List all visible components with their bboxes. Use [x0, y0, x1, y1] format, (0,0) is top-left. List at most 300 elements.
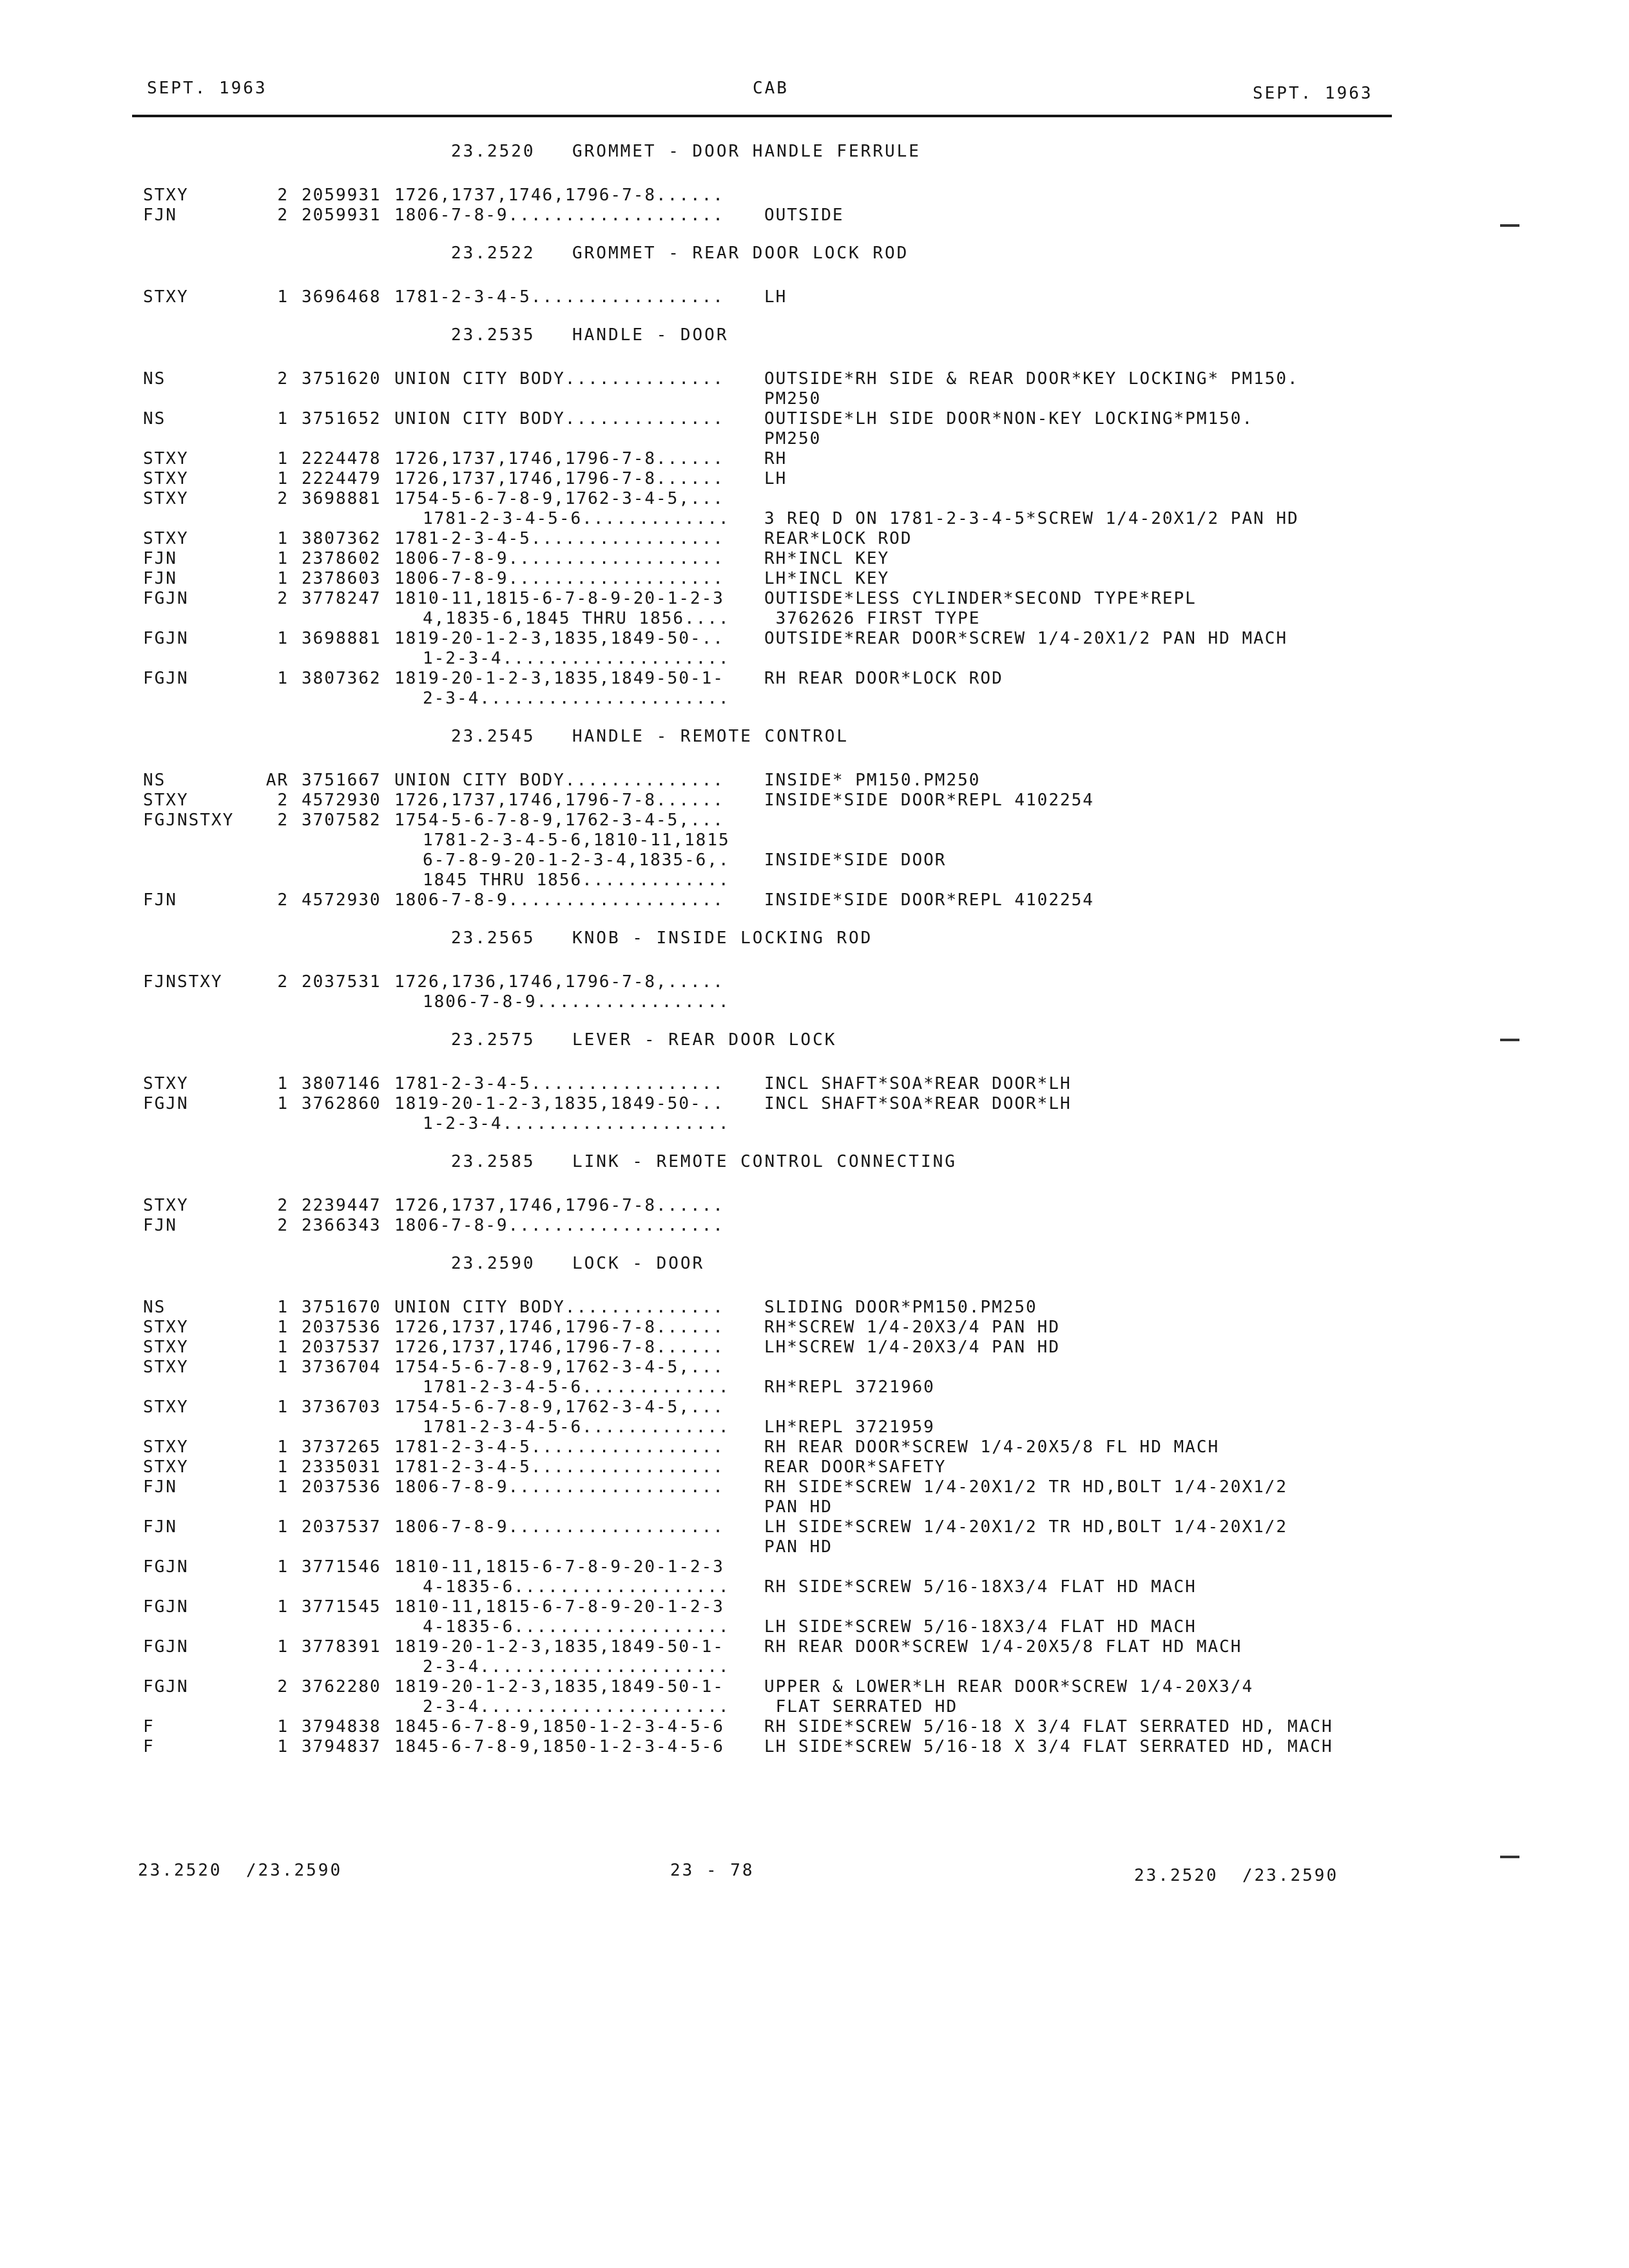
- description: RH REAR DOOR*LOCK ROD: [764, 669, 1003, 688]
- part-number: 3771545: [302, 1597, 381, 1617]
- quantity: 1: [277, 1398, 289, 1417]
- quantity: 2: [277, 489, 289, 508]
- part-number: 3778247: [302, 589, 381, 608]
- quantity: 1: [277, 449, 289, 468]
- part-row: [0, 549, 1629, 569]
- section-number: 23.2590: [451, 1254, 535, 1273]
- section-heading: [0, 242, 1629, 287]
- application: 1726,1737,1746,1796-7-8......: [394, 449, 724, 468]
- part-number: 3794838: [302, 1717, 381, 1736]
- quantity: AR: [265, 771, 289, 790]
- section: [0, 1253, 1629, 1774]
- description: RH SIDE*SCREW 5/16-18 X 3/4 FLAT SERRATED HD, MACH: [764, 1717, 1333, 1736]
- part-row-continuation: [0, 609, 1629, 629]
- part-row: [0, 529, 1629, 549]
- part-number: 2366343: [302, 1216, 381, 1235]
- description: RH*SCREW 1/4-20X3/4 PAN HD: [764, 1318, 1060, 1337]
- description: INCL SHAFT*SOA*REAR DOOR*LH: [764, 1074, 1072, 1093]
- application: 1845 THRU 1856.............: [423, 870, 730, 890]
- application: 1781-2-3-4-5.................: [394, 529, 724, 548]
- application: 1806-7-8-9...................: [394, 206, 724, 225]
- part-row: [0, 569, 1629, 589]
- description: LH: [764, 287, 787, 307]
- model-code: FGJN: [143, 1677, 189, 1696]
- quantity: 1: [277, 409, 289, 428]
- application: 1781-2-3-4-5-6.............: [423, 1378, 730, 1397]
- quantity: 2: [277, 369, 289, 389]
- quantity: 1: [277, 629, 289, 648]
- part-row: [0, 1477, 1629, 1497]
- part-row: [0, 1074, 1629, 1094]
- model-code: STXY: [143, 449, 189, 468]
- application: 1726,1737,1746,1796-7-8......: [394, 1318, 724, 1337]
- application: 1726,1737,1746,1796-7-8......: [394, 791, 724, 810]
- section-title: GROMMET - DOOR HANDLE FERRULE: [572, 142, 921, 161]
- application: 1845-6-7-8-9,1850-1-2-3-4-5-6: [394, 1737, 724, 1756]
- model-code: STXY: [143, 186, 189, 205]
- section-title: KNOB - INSIDE LOCKING ROD: [572, 928, 873, 948]
- quantity: 1: [277, 1517, 289, 1537]
- application: 1781-2-3-4-5.................: [394, 1437, 724, 1457]
- part-number: 3736704: [302, 1358, 381, 1377]
- margin-mark: [1500, 1856, 1519, 1858]
- section-number: 23.2535: [451, 325, 535, 345]
- part-number: 3707582: [302, 811, 381, 830]
- application: 1781-2-3-4-5.................: [394, 1457, 724, 1477]
- part-row: [0, 791, 1629, 811]
- part-number: 3737265: [302, 1437, 381, 1457]
- part-row-continuation: [0, 649, 1629, 669]
- model-code: FJNSTXY: [143, 972, 223, 992]
- part-row: [0, 1298, 1629, 1318]
- description: UPPER & LOWER*LH REAR DOOR*SCREW 1/4-20X3/4: [764, 1677, 1254, 1696]
- description: OUTSIDE*REAR DOOR*SCREW 1/4-20X1/2 PAN HD MACH: [764, 629, 1288, 648]
- section-heading: [0, 140, 1629, 186]
- description: LH SIDE*SCREW 5/16-18 X 3/4 FLAT SERRATED HD, MACH: [764, 1737, 1333, 1756]
- part-number: 3751620: [302, 369, 381, 389]
- model-code: FJN: [143, 1517, 177, 1537]
- application: 1781-2-3-4-5-6.............: [423, 1418, 730, 1437]
- part-row-continuation: [0, 1657, 1629, 1677]
- application: UNION CITY BODY..............: [394, 771, 724, 790]
- model-code: FGJN: [143, 629, 189, 648]
- quantity: 1: [277, 1737, 289, 1756]
- section-number: 23.2522: [451, 244, 535, 263]
- part-row: [0, 449, 1629, 469]
- quantity: 2: [277, 811, 289, 830]
- description: RH*INCL KEY: [764, 549, 890, 568]
- quantity: 1: [277, 1717, 289, 1736]
- application: 4-1835-6...................: [423, 1617, 730, 1637]
- application: 1781-2-3-4-5.................: [394, 1074, 724, 1093]
- part-row: [0, 771, 1629, 791]
- section-number: 23.2585: [451, 1152, 535, 1171]
- part-number: 3762280: [302, 1677, 381, 1696]
- section-title: HANDLE - DOOR: [572, 325, 729, 345]
- section-spacer: [0, 1012, 1629, 1029]
- model-code: FGJN: [143, 1094, 189, 1113]
- part-row: [0, 811, 1629, 831]
- part-row-continuation: [0, 1114, 1629, 1134]
- description: INSIDE*SIDE DOOR*REPL 4102254: [764, 890, 1094, 910]
- part-row-continuation: [0, 1617, 1629, 1637]
- description: PAN HD: [764, 1497, 833, 1517]
- part-row: [0, 1677, 1629, 1697]
- part-number: 3698881: [302, 489, 381, 508]
- application: 6-7-8-9-20-1-2-3-4,1835-6,.: [423, 850, 730, 870]
- part-number: 3762860: [302, 1094, 381, 1113]
- description: SLIDING DOOR*PM150.PM250: [764, 1298, 1037, 1317]
- quantity: 2: [277, 589, 289, 608]
- part-row: [0, 890, 1629, 910]
- model-code: FJN: [143, 1216, 177, 1235]
- description: 3762626 FIRST TYPE: [764, 609, 981, 628]
- quantity: 1: [277, 1457, 289, 1477]
- application: 1726,1737,1746,1796-7-8......: [394, 1338, 724, 1357]
- section-heading: [0, 1253, 1629, 1298]
- model-code: FJN: [143, 890, 177, 910]
- quantity: 1: [277, 569, 289, 588]
- description: OUTSIDE*RH SIDE & REAR DOOR*KEY LOCKING* PM150.: [764, 369, 1299, 389]
- application: 4-1835-6...................: [423, 1577, 730, 1597]
- part-row-continuation: [0, 509, 1629, 529]
- description: RH REAR DOOR*SCREW 1/4-20X5/8 FL HD MACH: [764, 1437, 1220, 1457]
- application: 1781-2-3-4-5-6.............: [423, 509, 730, 528]
- application: 1754-5-6-7-8-9,1762-3-4-5,...: [394, 1398, 724, 1417]
- part-row: [0, 1517, 1629, 1537]
- description: REAR DOOR*SAFETY: [764, 1457, 947, 1477]
- part-number: 3751652: [302, 409, 381, 428]
- model-code: F: [143, 1737, 155, 1756]
- quantity: 1: [277, 1318, 289, 1337]
- description: INSIDE* PM150.PM250: [764, 771, 981, 790]
- part-row-continuation: [0, 389, 1629, 409]
- section: [0, 140, 1629, 242]
- application: 1726,1737,1746,1796-7-8......: [394, 1196, 724, 1215]
- part-row-continuation: [0, 831, 1629, 850]
- part-row-continuation: [0, 689, 1629, 709]
- section-spacer: [0, 1134, 1629, 1151]
- model-code: STXY: [143, 791, 189, 810]
- model-code: FGJN: [143, 1597, 189, 1617]
- description: PM250: [764, 389, 822, 408]
- quantity: 1: [277, 1358, 289, 1377]
- part-row: [0, 1398, 1629, 1418]
- part-number: 3698881: [302, 629, 381, 648]
- part-row: [0, 369, 1629, 389]
- footer-range-left: 23.2520 /23.2590: [138, 1861, 343, 1880]
- model-code: STXY: [143, 1318, 189, 1337]
- description: REAR*LOCK ROD: [764, 529, 912, 548]
- part-number: 2335031: [302, 1457, 381, 1477]
- application: 1806-7-8-9.................: [423, 992, 730, 1012]
- application: 1-2-3-4....................: [423, 1114, 730, 1133]
- model-code: NS: [143, 409, 166, 428]
- quantity: 2: [277, 972, 289, 992]
- part-row-continuation: [0, 870, 1629, 890]
- part-number: 3778391: [302, 1637, 381, 1657]
- part-row: [0, 1597, 1629, 1617]
- section-title: LOCK - DOOR: [572, 1254, 705, 1273]
- application: 1754-5-6-7-8-9,1762-3-4-5,...: [394, 489, 724, 508]
- part-row-continuation: [0, 1697, 1629, 1717]
- model-code: FGJN: [143, 1637, 189, 1657]
- quantity: 2: [277, 206, 289, 225]
- model-code: STXY: [143, 1338, 189, 1357]
- model-code: STXY: [143, 1358, 189, 1377]
- header-date-right: SEPT. 1963: [1253, 84, 1373, 103]
- quantity: 1: [277, 469, 289, 488]
- part-row: [0, 1094, 1629, 1114]
- application: 1810-11,1815-6-7-8-9-20-1-2-3: [394, 589, 724, 608]
- quantity: 2: [277, 186, 289, 205]
- quantity: 2: [277, 1677, 289, 1696]
- quantity: 2: [277, 1216, 289, 1235]
- application: 1726,1737,1746,1796-7-8......: [394, 469, 724, 488]
- section-heading: [0, 726, 1629, 771]
- part-row: [0, 1196, 1629, 1216]
- model-code: FJN: [143, 569, 177, 588]
- description: LH*REPL 3721959: [764, 1418, 935, 1437]
- quantity: 1: [277, 1437, 289, 1457]
- description: PAN HD: [764, 1537, 833, 1557]
- application: 2-3-4......................: [423, 1657, 730, 1677]
- description: LH*SCREW 1/4-20X3/4 PAN HD: [764, 1338, 1060, 1357]
- section: [0, 927, 1629, 1029]
- quantity: 1: [277, 669, 289, 688]
- model-code: FJN: [143, 206, 177, 225]
- part-row: [0, 186, 1629, 206]
- application: 1819-20-1-2-3,1835,1849-50-1-: [394, 1637, 724, 1657]
- description: INSIDE*SIDE DOOR*REPL 4102254: [764, 791, 1094, 810]
- header-title: CAB: [753, 79, 789, 98]
- application: 1810-11,1815-6-7-8-9-20-1-2-3: [394, 1597, 724, 1617]
- part-row: [0, 409, 1629, 429]
- application: 1726,1736,1746,1796-7-8,.....: [394, 972, 724, 992]
- model-code: STXY: [143, 1457, 189, 1477]
- quantity: 1: [277, 1298, 289, 1317]
- model-code: FJN: [143, 549, 177, 568]
- application: 1819-20-1-2-3,1835,1849-50-..: [394, 1094, 724, 1113]
- part-row-continuation: [0, 1577, 1629, 1597]
- description: INSIDE*SIDE DOOR: [764, 850, 947, 870]
- part-row: [0, 1437, 1629, 1457]
- section: [0, 1029, 1629, 1151]
- application: UNION CITY BODY..............: [394, 369, 724, 389]
- model-code: FGJN: [143, 1557, 189, 1577]
- part-number: 3736703: [302, 1398, 381, 1417]
- application: 1806-7-8-9...................: [394, 549, 724, 568]
- part-row: [0, 669, 1629, 689]
- model-code: STXY: [143, 287, 189, 307]
- section-number: 23.2545: [451, 727, 535, 746]
- section-title: HANDLE - REMOTE CONTROL: [572, 727, 849, 746]
- section: [0, 1151, 1629, 1253]
- part-row-continuation: [0, 429, 1629, 449]
- application: 1754-5-6-7-8-9,1762-3-4-5,...: [394, 1358, 724, 1377]
- model-code: STXY: [143, 1074, 189, 1093]
- application: 2-3-4......................: [423, 1697, 730, 1716]
- section-title: LINK - REMOTE CONTROL CONNECTING: [572, 1152, 957, 1171]
- quantity: 1: [277, 1074, 289, 1093]
- model-code: F: [143, 1717, 155, 1736]
- part-number: 4572930: [302, 890, 381, 910]
- part-number: 2239447: [302, 1196, 381, 1215]
- application: 1806-7-8-9...................: [394, 569, 724, 588]
- part-row-continuation: [0, 1378, 1629, 1398]
- model-code: NS: [143, 771, 166, 790]
- application: 1819-20-1-2-3,1835,1849-50-1-: [394, 669, 724, 688]
- application: 2-3-4......................: [423, 689, 730, 708]
- part-row: [0, 1318, 1629, 1338]
- model-code: STXY: [143, 1398, 189, 1417]
- part-number: 2059931: [302, 186, 381, 205]
- section-heading: [0, 927, 1629, 972]
- part-number: 2037537: [302, 1517, 381, 1537]
- model-code: FGJN: [143, 589, 189, 608]
- part-number: 3794837: [302, 1737, 381, 1756]
- section-number: 23.2565: [451, 928, 535, 948]
- part-row: [0, 1557, 1629, 1577]
- application: 4,1835-6,1845 THRU 1856....: [423, 609, 730, 628]
- part-row: [0, 589, 1629, 609]
- part-row: [0, 1637, 1629, 1657]
- quantity: 1: [277, 1338, 289, 1357]
- part-row: [0, 629, 1629, 649]
- part-row-continuation: [0, 1497, 1629, 1517]
- application: UNION CITY BODY..............: [394, 409, 724, 428]
- parts-list: [0, 140, 1629, 1774]
- description: RH REAR DOOR*SCREW 1/4-20X5/8 FLAT HD MACH: [764, 1637, 1242, 1657]
- description: RH SIDE*SCREW 5/16-18X3/4 FLAT HD MACH: [764, 1577, 1197, 1597]
- part-row-continuation: [0, 1418, 1629, 1437]
- part-row: [0, 1737, 1629, 1757]
- part-number: 2224478: [302, 449, 381, 468]
- model-code: FGJN: [143, 669, 189, 688]
- section-number: 23.2520: [451, 142, 535, 161]
- part-row: [0, 206, 1629, 226]
- part-row-continuation: [0, 992, 1629, 1012]
- application: 1806-7-8-9...................: [394, 1216, 724, 1235]
- description: PM250: [764, 429, 822, 448]
- application: 1806-7-8-9...................: [394, 890, 724, 910]
- part-row: [0, 287, 1629, 307]
- description: OUTISDE*LESS CYLINDER*SECOND TYPE*REPL: [764, 589, 1197, 608]
- model-code: STXY: [143, 489, 189, 508]
- part-number: 3696468: [302, 287, 381, 307]
- part-row: [0, 469, 1629, 489]
- part-number: 3807362: [302, 669, 381, 688]
- quantity: 1: [277, 1557, 289, 1577]
- part-row: [0, 972, 1629, 992]
- section-title: GROMMET - REAR DOOR LOCK ROD: [572, 244, 909, 263]
- model-code: FJN: [143, 1477, 177, 1497]
- section-spacer: [0, 1236, 1629, 1253]
- application: 1810-11,1815-6-7-8-9-20-1-2-3: [394, 1557, 724, 1577]
- section: [0, 726, 1629, 927]
- part-number: 2037537: [302, 1338, 381, 1357]
- quantity: 1: [277, 529, 289, 548]
- model-code: NS: [143, 369, 166, 389]
- part-number: 3807146: [302, 1074, 381, 1093]
- application: 1726,1737,1746,1796-7-8......: [394, 186, 724, 205]
- description: RH: [764, 449, 787, 468]
- model-code: STXY: [143, 1196, 189, 1215]
- description: LH SIDE*SCREW 5/16-18X3/4 FLAT HD MACH: [764, 1617, 1197, 1637]
- application: 1-2-3-4....................: [423, 649, 730, 668]
- part-row: [0, 1216, 1629, 1236]
- quantity: 1: [277, 1094, 289, 1113]
- part-number: 3771546: [302, 1557, 381, 1577]
- quantity: 1: [277, 549, 289, 568]
- description: LH: [764, 469, 787, 488]
- part-row-continuation: [0, 850, 1629, 870]
- section: [0, 324, 1629, 726]
- quantity: 2: [277, 791, 289, 810]
- part-number: 3807362: [302, 529, 381, 548]
- application: 1754-5-6-7-8-9,1762-3-4-5,...: [394, 811, 724, 830]
- model-code: NS: [143, 1298, 166, 1317]
- part-number: 2378602: [302, 549, 381, 568]
- part-number: 2037536: [302, 1477, 381, 1497]
- section-heading: [0, 1029, 1629, 1074]
- part-number: 2224479: [302, 469, 381, 488]
- application: 1819-20-1-2-3,1835,1849-50-1-: [394, 1677, 724, 1696]
- description: 3 REQ D ON 1781-2-3-4-5*SCREW 1/4-20X1/2 PAN HD: [764, 509, 1299, 528]
- header-date-left: SEPT. 1963: [147, 79, 267, 98]
- model-code: STXY: [143, 1437, 189, 1457]
- quantity: 1: [277, 1637, 289, 1657]
- application: 1806-7-8-9...................: [394, 1517, 724, 1537]
- section-spacer: [0, 1757, 1629, 1774]
- part-number: 4572930: [302, 791, 381, 810]
- description: RH SIDE*SCREW 1/4-20X1/2 TR HD,BOLT 1/4-20X1/2: [764, 1477, 1288, 1497]
- description: RH*REPL 3721960: [764, 1378, 935, 1397]
- quantity: 1: [277, 1477, 289, 1497]
- section-heading: [0, 1151, 1629, 1196]
- part-number: 2037531: [302, 972, 381, 992]
- section-title: LEVER - REAR DOOR LOCK: [572, 1030, 837, 1050]
- section-heading: [0, 324, 1629, 369]
- description: LH*INCL KEY: [764, 569, 890, 588]
- part-row-continuation: [0, 1537, 1629, 1557]
- part-number: 2059931: [302, 206, 381, 225]
- part-row: [0, 489, 1629, 509]
- section-spacer: [0, 709, 1629, 726]
- part-row: [0, 1338, 1629, 1358]
- quantity: 2: [277, 890, 289, 910]
- application: 1781-2-3-4-5-6,1810-11,1815: [423, 831, 730, 850]
- footer-page-number: 23 - 78: [670, 1861, 755, 1880]
- part-number: 3751667: [302, 771, 381, 790]
- section-spacer: [0, 910, 1629, 927]
- part-row: [0, 1457, 1629, 1477]
- application: 1806-7-8-9...................: [394, 1477, 724, 1497]
- quantity: 1: [277, 287, 289, 307]
- part-row: [0, 1717, 1629, 1737]
- quantity: 1: [277, 1597, 289, 1617]
- model-code: FGJNSTXY: [143, 811, 235, 830]
- section-spacer: [0, 307, 1629, 324]
- part-row: [0, 1358, 1629, 1378]
- description: OUTISDE*LH SIDE DOOR*NON-KEY LOCKING*PM150.: [764, 409, 1254, 428]
- description: OUTSIDE: [764, 206, 844, 225]
- application: 1845-6-7-8-9,1850-1-2-3-4-5-6: [394, 1717, 724, 1736]
- description: FLAT SERRATED HD: [764, 1697, 958, 1716]
- application: 1819-20-1-2-3,1835,1849-50-..: [394, 629, 724, 648]
- part-number: 2378603: [302, 569, 381, 588]
- section: [0, 242, 1629, 324]
